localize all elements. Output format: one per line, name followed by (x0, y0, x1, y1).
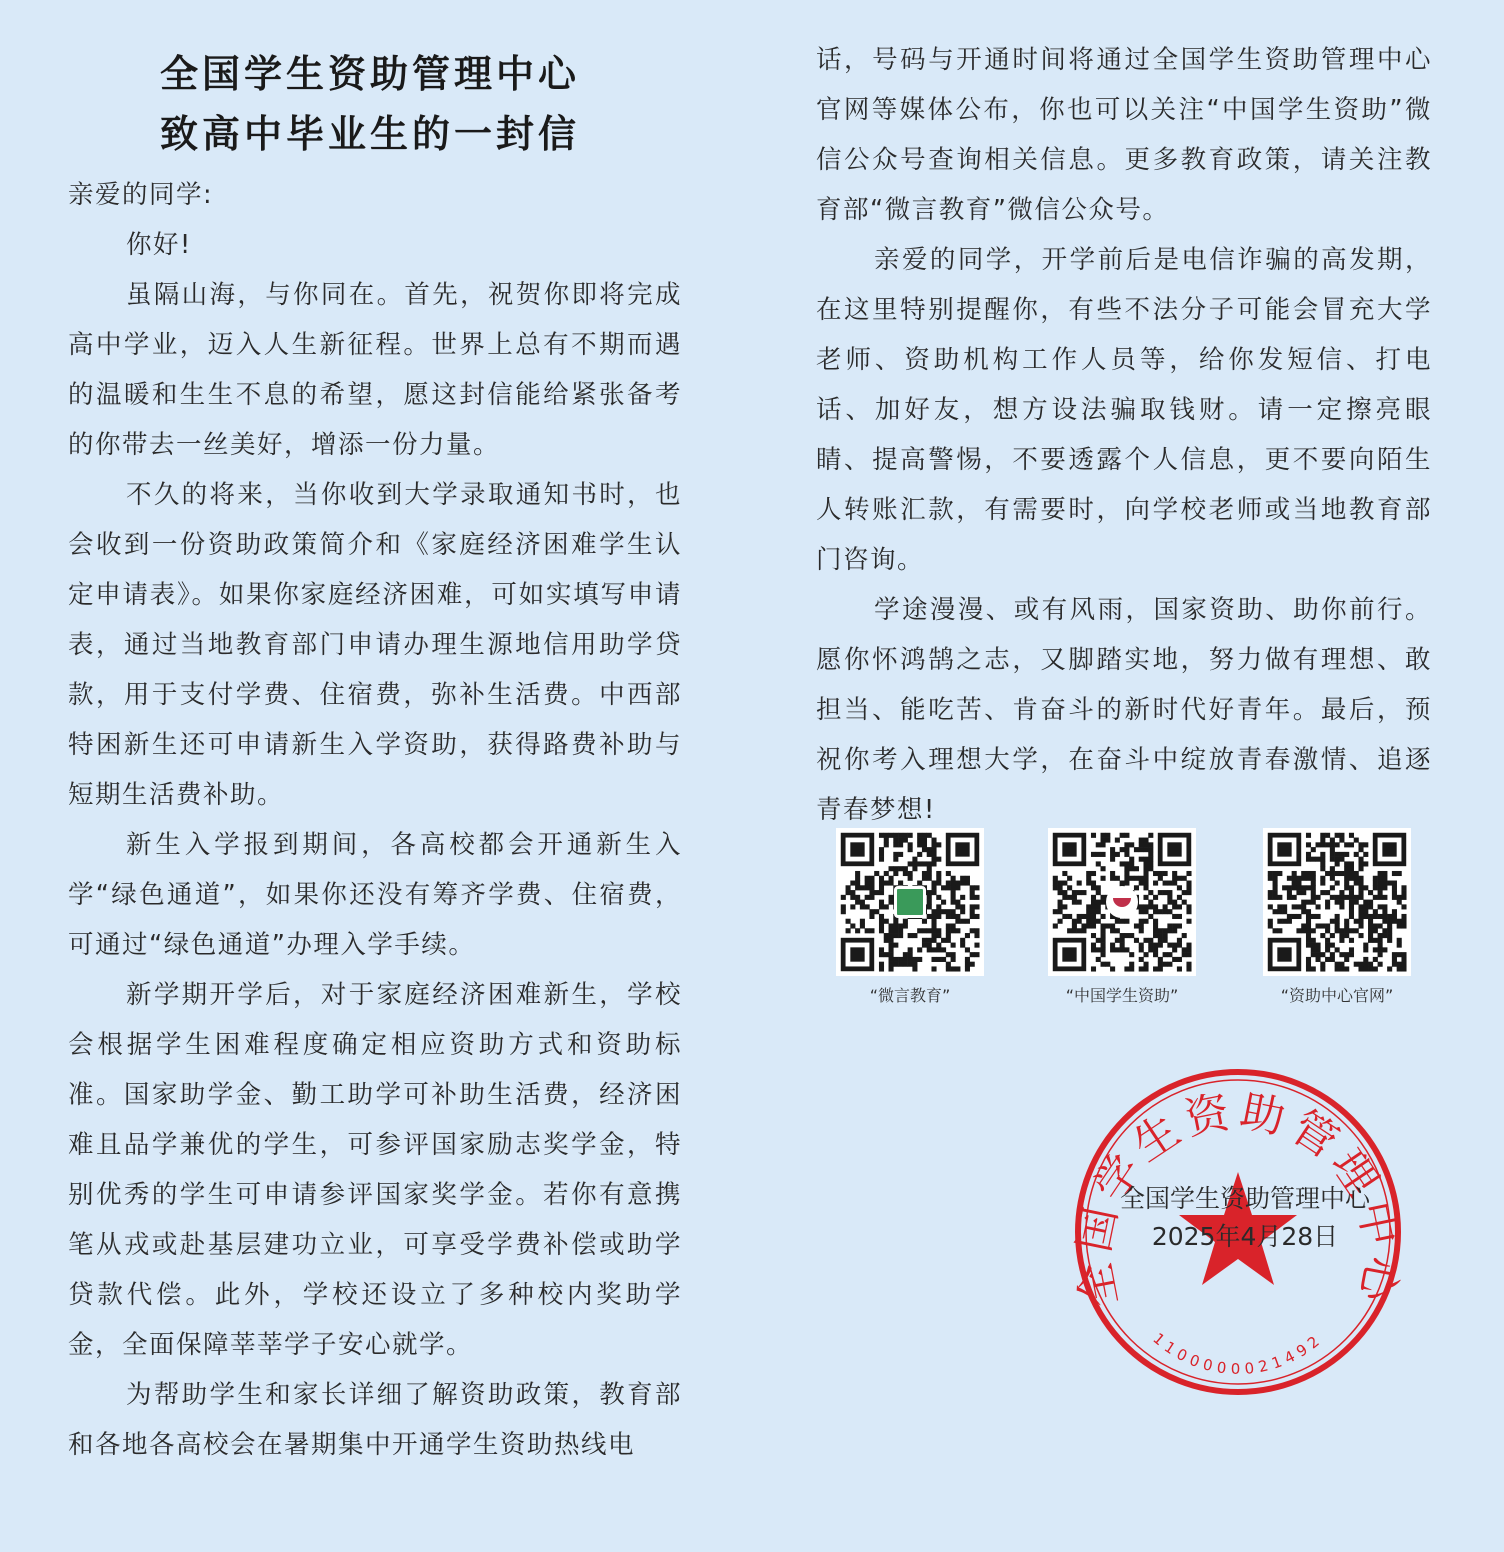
qr-caption: “中国学生资助” (1065, 986, 1179, 1005)
left-column (68, 170, 682, 1470)
qr-code-image (1263, 828, 1411, 976)
qr-code-image (1048, 828, 1196, 976)
signature-block (1100, 1180, 1390, 1256)
paragraph: 虽隔山海，与你同在。首先，祝贺你即将完成高中学业，迈入人生新征程。世界上总有不期而遇的温暖和生生不息的希望，愿这封信能给紧张备考的你带去一丝美好，增添一份力量。 (68, 280, 682, 460)
signature-org: 全国学生资助管理中心 (1119, 1184, 1370, 1213)
paragraph: 新生入学报到期间，各高校都会开通新生入学“绿色通道”，如果你还没有筹齐学费、住宿费，可通过“绿色通道”办理入学手续。 (68, 830, 682, 960)
title-line-1: 全国学生资助管理中心 (159, 51, 580, 96)
qr-caption: “微言教育” (869, 986, 951, 1005)
letter-title (60, 44, 680, 164)
qr-code-image (836, 828, 984, 976)
paragraph: 不久的将来，当你收到大学录取通知书时，也会收到一份资助政策简介和《家庭经济困难学生认定申请表》。如果你家庭经济困难，可如实填写申请表，通过当地教育部门申请办理生源地信用助学贷款，用于支付学费、住宿费，弥补生活费。中西部特困新生还可申请新生入学资助，获得路费补助与短期生活费补助。 (68, 480, 682, 810)
qr-code-icon (1263, 828, 1411, 976)
paragraph: 为帮助学生和家长详细了解资助政策，教育部和各地各高校会在暑期集中开通学生资助热线电 (68, 1380, 682, 1460)
paragraph-continuation: 话，号码与开通时间将通过全国学生资助管理中心官网等媒体公布，你也可以关注“中国学生资助”微信公众号查询相关信息。更多教育政策，请关注教育部“微言教育”微信公众号。 (816, 45, 1432, 225)
signature-date: 2025年4月28日 (1151, 1222, 1339, 1251)
title-line-2: 致高中毕业生的一封信 (159, 111, 580, 156)
qr-code-weiyan[interactable] (830, 828, 990, 1006)
seal-ring-text: 全国学生资助管理中心 (1068, 1085, 1408, 1312)
qr-code-zizhu[interactable] (1042, 828, 1202, 1006)
salutation: 亲爱的同学: (68, 180, 214, 210)
seal-serial-number: 1100000021492 (1149, 1329, 1327, 1378)
right-column (816, 35, 1432, 835)
weiyan-logo-icon (894, 886, 926, 918)
paragraph: 亲爱的同学，开学前后是电信诈骗的高发期，在这里特别提醒你，有些不法分子可能会冒充大学老师、资助机构工作人员等，给你发短信、打电话、加好友，想方设法骗取钱财。请一定擦亮眼睛、提高警惕，不要透露个人信息，更不要向陌生人转账汇款，有需要时，向学校老师或当地教育部门咨询。 (816, 245, 1432, 575)
paragraph: 学途漫漫、或有风雨，国家资助、助你前行。愿你怀鸿鹄之志，又脚踏实地，努力做有理想、敢担当、能吃苦、肯奋斗的新时代好青年。最后，预祝你考入理想大学，在奋斗中绽放青春激情、追逐青春梦想! (816, 595, 1432, 825)
greeting: 你好! (126, 230, 192, 260)
paragraph: 新学期开学后，对于家庭经济困难新生，学校会根据学生困难程度确定相应资助方式和资助标准。国家助学金、勤工助学可补助生活费，经济困难且品学兼优的学生，可参评国家励志奖学金，特别优秀的学生可申请参评国家奖学金。若你有意携笔从戎或赴基层建功立业，可享受学费补偿或助学贷款代偿。此外，学校还设立了多种校内奖助学金，全面保障莘莘学子安心就学。 (68, 980, 682, 1360)
zizhu-logo-icon (1106, 886, 1138, 918)
qr-code-official-site[interactable] (1257, 828, 1417, 1006)
qr-caption: “资助中心官网” (1280, 986, 1394, 1005)
